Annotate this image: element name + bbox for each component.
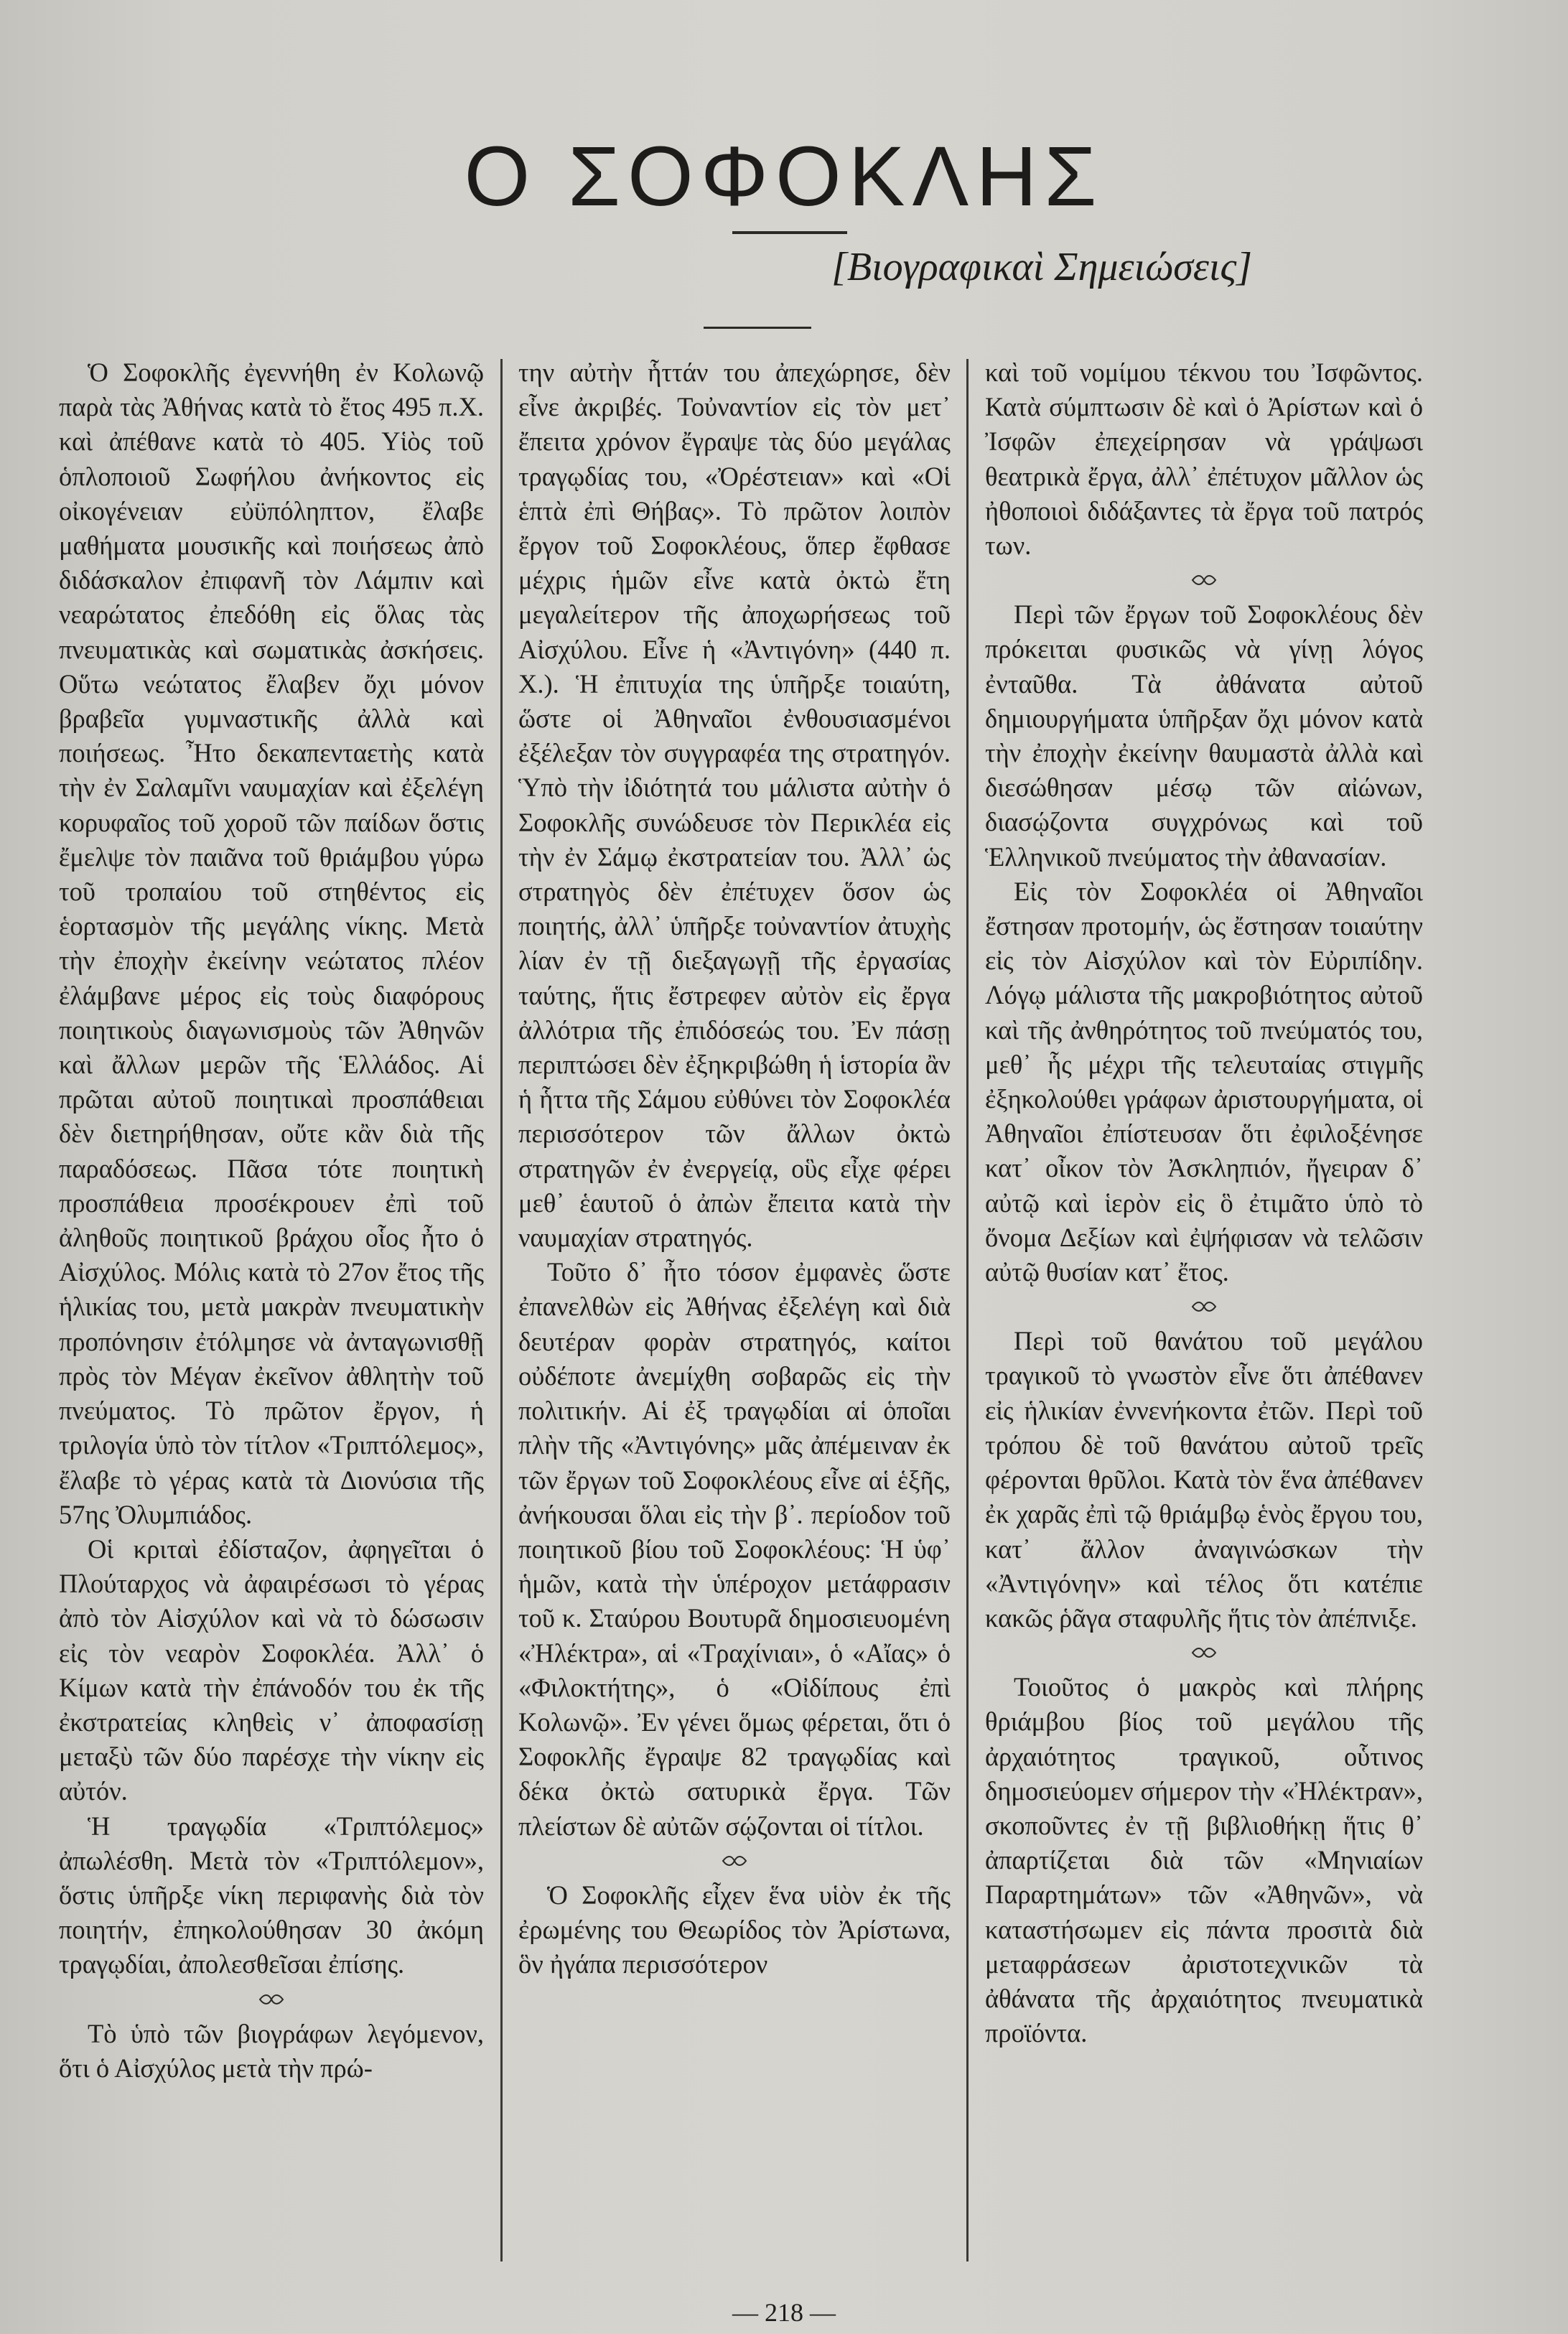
paragraph: Τοῦτο δ᾽ ἦτο τόσον ἐμφανὲς ὥστε ἐπανελθὼν εἰς Ἀθήνας ἐξελέγη καὶ διὰ δευτέραν φορὰν στρατηγός, καίτοι οὐδέποτε ἀνεμίχθη σοβαρῶς εἰς τὴν πολιτικήν. Αἱ ἐξ τραγῳδίαι αἱ ὁποῖαι πλὴν τῆς «Ἀντιγόνης» μᾶς ἀπέμειναν ἐκ τῶν ἔργων τοῦ Σοφοκλέους εἶνε αἱ ἑξῆς, ἀνήκουσαι ὅλαι εἰς τὴν β᾽. περίοδον τοῦ ποιητικοῦ βίου τοῦ Σοφοκλέους: Ἡ ὑφ᾽ ἡμῶν, κατὰ τὴν ὑπέροχον μετάφρασιν τοῦ κ. Σταύρου Βουτυρᾶ δημοσιευομένη «Ἠλέκτρα», αἱ «Τραχίνιαι», ὁ «Αἴας» ὁ «Φιλοκτήτης», ὁ «Οἰδίπους ἐπὶ Κολωνῷ». Ἐν γένει ὅμως φέρεται, ὅτι ὁ Σοφοκλῆς ἔγραψε 82 τραγῳδίας καὶ δέκα ὀκτὼ σατυρικὰ ἔργα. Τῶν πλείστων δὲ αὐτῶν σῴζονται οἱ τίτλοι. <box>518 1257 951 1841</box>
section-ornament-icon <box>985 563 1423 597</box>
article-title: Ο ΣΟΦΟΚΛΗΣ <box>464 129 1104 224</box>
paragraph: Οἱ κριταὶ ἐδίσταζον, ἀφηγεῖται ὁ Πλούταρχος νὰ ἀφαιρέσωσι τὸ γέρας ἀπὸ τὸν Αἰσχύλον καὶ νὰ τὸ δώσωσιν εἰς τὸν νεαρὸν Σοφοκλέα. Ἀλλ᾽ ὁ Κίμων κατὰ τὴν ἐπάνοδόν του ἐκ τῆς ἐκστρατείας κληθεὶς ν᾽ ἀποφασίσῃ μεταξὺ τῶν δύο παρέσχε τὴν νίκην εἰς αὐτόν. <box>59 1534 484 1806</box>
paragraph: Περὶ τῶν ἔργων τοῦ Σοφοκλέους δὲν πρόκειται φυσικῶς νὰ γίνῃ λόγος ἐνταῦθα. Τὰ ἀθάνατα αὐτοῦ δημιουργήματα ὑπῆρξαν ὄχι μόνον κατὰ τὴν ἐποχὴν ἐκείνην θαυμαστὰ ἀλλὰ καὶ διεσώθησαν μέσῳ τῶν αἰώνων, διασῴζοντα συγχρόνως καὶ τοῦ Ἑλληνικοῦ πνεύματος τὴν ἀθανασίαν. <box>985 599 1423 872</box>
paragraph: Ὁ Σοφοκλῆς ἐγεννήθη ἐν Κολωνῷ παρὰ τὰς Ἀθήνας κατὰ τὸ ἔτος 495 π.Χ. καὶ ἀπέθανε κατὰ τὸ 405. Υἱὸς τοῦ ὁπλοποιοῦ Σωφήλου ἀνήκοντος εἰς οἰκογένειαν εὐϋπόληπτον, ἔλαβε μαθήματα μουσικῆς καὶ ποιήσεως ἀπὸ διδάσκαλον ἐπιφανῆ τὸν Λάμπιν καὶ νεαρώτατος ἐπεδόθη εἰς ὅλας τὰς πνευματικὰς καὶ σωματικὰς ἀσκήσεις. Οὕτω νεώτατος ἔλαβεν ὄχι μόνον βραβεῖα γυμναστικῆς ἀλλὰ καὶ ποιήσεως. Ἦτο δεκαπενταετὴς κατὰ τὴν ἐν Σαλαμῖνι ναυμαχίαν καὶ ἐξελέγη κορυφαῖος τοῦ χοροῦ τῶν παίδων ὅστις ἔμελψε τὸν παιᾶνα τοῦ θριάμβου γύρω τοῦ τροπαίου τοῦ στηθέντος εἰς ἑορτασμὸν τῆς μεγάλης νίκης. Μετὰ τὴν ἐποχὴν ἐκείνην νεώτατος πλέον ἐλάμβανε μέρος εἰς τοὺς διαφόρους ποιητικοὺς διαγωνισμοὺς τῶν Ἀθηνῶν καὶ ἄλλων μερῶν τῆς Ἑλλάδος. Αἱ πρῶται αὐτοῦ ποιητικαὶ προσπάθειαι δὲν διετηρήθησαν, οὔτε κἂν διὰ τῆς παραδόσεως. Πᾶσα τότε ποιητικὴ προσπάθεια προσέκρουεν ἐπὶ τοῦ ἀληθοῦς ποιητικοῦ βράχου οἷος ἦτο ὁ Αἰσχύλος. Μόλις κατὰ τὸ 27ον ἔτος τῆς ἡλικίας του, μετὰ μακρὰν πνευματικὴν προπόνησιν ἐτόλμησε νὰ ἀνταγωνισθῇ πρὸς τὸν Μέγαν ἐκεῖνον ἀθλητὴν τοῦ πνεύματος. Τὸ πρῶτον ἔργον, ἡ τριλογία ὑπὸ τὸν τίτλον «Τριπτόλεμος», ἔλαβε τὸ γέρας κατὰ τὰ Διονύσια τῆς 57ης Ὀλυμπιάδος. <box>59 358 484 1529</box>
paragraph: Εἰς τὸν Σοφοκλέα οἱ Ἀθηναῖοι ἔστησαν προτομήν, ὡς ἔστησαν τοιαύτην εἰς τὸν Αἰσχύλον καὶ τὸν Εὐριπίδην. Λόγῳ μάλιστα τῆς μακροβιότητος αὐτοῦ καὶ τῆς ἀνθηρότητος τοῦ πνεύματός του, μεθ᾽ ἧς μέχρι τῆς τελευταίας στιγμῆς ἐξηκολούθει γράφων ἀριστουργήματα, οἱ Ἀθηναῖοι ἐπίστευσαν ὅτι ἐφιλοξένησε κατ᾽ οἶκον τὸν Ἀσκληπιόν, ἤγειραν δ᾽ αὐτῷ καὶ ἱερὸν εἰς ὃ ἐτιμᾶτο ὑπὸ τὸ ὄνομα Δεξίων καὶ ἐψήφισαν νὰ τελῶσιν αὐτῷ θυσίαν κατ᾽ ἔτος. <box>985 876 1423 1287</box>
section-ornament-icon <box>985 1635 1423 1670</box>
paragraph: Τοιοῦτος ὁ μακρὸς καὶ πλήρης θριάμβου βίος τοῦ μεγάλου τῆς ἀρχαιότητος τραγικοῦ, οὗτινος δημοσιεύομεν σήμερον τὴν «Ἠλέκτραν», σκοποῦντες ἐν τῇ βιβλιοθήκῃ ἥτις θ᾽ ἀπαρτίζεται διὰ τῶν «Μηνιαίων Παραρτημάτων» τῶν «Ἀθηνῶν», νὰ καταστήσωμεν εἰς πάντα προσιτὰ διὰ μεταφράσεων ἀριστοτεχνικῶν τὰ ἀθάνατα τῆς ἀρχαιότητος πνευματικὰ προϊόντα. <box>985 1672 1423 2048</box>
column-rule-1 <box>500 359 503 2261</box>
paragraph: Ὁ Σοφοκλῆς εἶχεν ἕνα υἱὸν ἐκ τῆς ἐρωμένης του Θεωρίδος τὸν Ἀρίστωνα, ὃν ἠγάπα περισσότερον <box>518 1880 951 1979</box>
page-number: — 218 — <box>732 2298 836 2327</box>
paragraph: Τὸ ὑπὸ τῶν βιογράφων λεγόμενον, ὅτι ὁ Αἰσχύλος μετὰ τὴν πρώ- <box>59 2018 484 2083</box>
column-1 <box>59 355 484 2086</box>
section-ornament-icon <box>985 1289 1423 1324</box>
section-ornament-icon <box>59 1982 484 2017</box>
subtitle-rule <box>704 327 811 329</box>
article-subtitle: [Βιογραφικαὶ Σημειώσεις] <box>831 245 1252 289</box>
column-rule-2 <box>966 359 969 2261</box>
section-ornament-icon <box>518 1844 951 1878</box>
title-rule <box>732 231 847 234</box>
paragraph: Περὶ τοῦ θανάτου τοῦ μεγάλου τραγικοῦ τὸ γνωστὸν εἶνε ὅτι ἀπέθανεν εἰς ἡλικίαν ἐννενήκοντα ἐτῶν. Περὶ τοῦ τρόπου δὲ τοῦ θανάτου αὐτοῦ τρεῖς φέρονται θρῦλοι. Κατὰ τὸν ἕνα ἀπέθανεν ἐκ χαρᾶς ἐπὶ τῷ θριάμβῳ ἑνὸς ἔργου του, κατ᾽ ἄλλον ἀναγινώσκων τὴν «Ἀντιγόνην» καὶ τέλος ὅτι κατέπιε κακῶς ῥᾶγα σταφυλῆς ἥτις τὸν ἀπέπνιξε. <box>985 1326 1423 1633</box>
paragraph: καὶ τοῦ νομίμου τέκνου του Ἰσφῶντος. Κατὰ σύμπτωσιν δὲ καὶ ὁ Ἀρίστων καὶ ὁ Ἰσφῶν ἐπεχείρησαν νὰ γράψωσι θεατρικὰ ἔργα, ἀλλ᾽ ἐπέτυχον μᾶλλον ὡς ἠθοποιοὶ διδάξαντες τὰ ἔργα τοῦ πατρός των. <box>985 358 1423 561</box>
paragraph: την αὐτὴν ἧττάν του ἀπεχώρησε, δὲν εἶνε ἀκριβές. Τοὐναντίον εἰς τὸν μετ᾽ ἔπειτα χρόνον ἔγραψε τὰς δύο μεγάλας τραγῳδίας του, «Ὀρέστειαν» καὶ «Οἱ ἑπτὰ ἐπὶ Θήβας». Τὸ πρῶτον λοιπὸν ἔργον τοῦ Σοφοκλέους, ὅπερ ἔφθασε μέχρις ἡμῶν εἶνε κατὰ ὀκτὼ ἔτη μεγαλείτερον τῆς ἀποχωρήσεως τοῦ Αἰσχύλου. Εἶνε ἡ «Ἀντιγόνη» (440 π. Χ.). Ἡ ἐπιτυχία της ὑπῆρξε τοιαύτη, ὥστε οἱ Ἀθηναῖοι ἐνθουσιασμένοι ἐξέλεξαν τὸν συγγραφέα της στρατηγόν. Ὑπὸ τὴν ἰδιότητά του μάλιστα αὐτὴν ὁ Σοφοκλῆς συνώδευσε τὸν Περικλέα εἰς τὴν ἐν Σάμῳ ἐκστρατείαν του. Ἀλλ᾽ ὡς στρατηγὸς δὲν ἐπέτυχεν ὅσον ὡς ποιητής, ἀλλ᾽ ὑπῆρξε τοὐναντίον ἀτυχὴς λίαν ἐν τῇ διεξαγωγῇ τῆς ἐργασίας ταύτης, ἥτις ἔστρεφεν αὐτὸν εἰς ἔργα ἀλλότρια τῆς ἐπιδόσεώς του. Ἐν πάσῃ περιπτώσει δὲν ἐξηκριβώθη ἡ ἱστορία ἂν ἡ ἧττα τῆς Σάμου εὐθύνει τὸν Σοφοκλέα περισσότερον τῶν ἄλλων ὀκτὼ στρατηγῶν ἐν ἐνεργείᾳ, οὓς εἶχε φέρει μεθ᾽ ἑαυτοῦ ὁ ἀπὼν ἔπειτα κατὰ τὴν ναυμαχίαν στρατηγός. <box>518 358 951 1253</box>
column-3 <box>985 355 1423 2050</box>
column-2 <box>518 355 951 1981</box>
paragraph: Ἡ τραγῳδία «Τριπτόλεμος» ἀπωλέσθη. Μετὰ τὸν «Τριπτόλεμον», ὅστις ὑπῆρξε νίκη περιφανὴς διὰ τὸν ποιητήν, ἐπηκολούθησαν 30 ἀκόμη τραγῳδίαι, ἀπολεσθεῖσαι ἐπίσης. <box>59 1811 484 1979</box>
